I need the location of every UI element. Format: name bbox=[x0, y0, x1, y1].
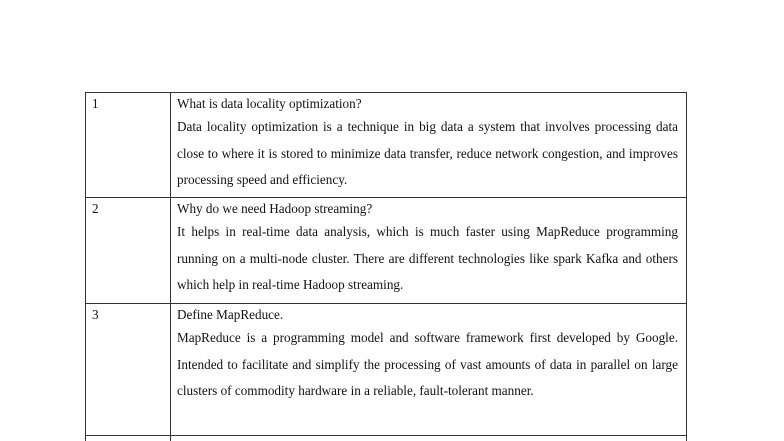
table-row bbox=[86, 304, 687, 436]
row-content-cell bbox=[171, 93, 687, 198]
qa-table bbox=[85, 92, 687, 441]
question-text: What is data locality optimization? bbox=[177, 96, 362, 111]
row-content-cell bbox=[171, 198, 687, 304]
row-number-cell bbox=[86, 304, 171, 436]
answer-text: MapReduce is a programming model and software framework first developed by Google. Intended to facilitate and simplify the processing of vast amounts of data in parallel on large clusters of commodity hardware in a reliable, fault-tolerant manner. bbox=[177, 330, 678, 398]
row-number: 2 bbox=[92, 201, 99, 216]
question-text: Define MapReduce. bbox=[177, 307, 284, 322]
question-text: Why do we need Hadoop streaming? bbox=[177, 201, 373, 216]
row-number: 1 bbox=[92, 96, 99, 111]
row-number: 3 bbox=[92, 307, 99, 322]
table-row-empty bbox=[86, 436, 687, 441]
row-number-cell bbox=[86, 436, 171, 441]
table-row bbox=[86, 93, 687, 198]
table-row bbox=[86, 198, 687, 304]
row-content-cell bbox=[171, 304, 687, 436]
answer-text: Data locality optimization is a technique in big data a system that involves processing data close to where it is stored to minimize data transfer, reduce network congestion, and improves processing speed and efficiency. bbox=[177, 119, 678, 187]
row-number-cell bbox=[86, 198, 171, 304]
row-content-cell bbox=[171, 436, 687, 441]
row-number-cell bbox=[86, 93, 171, 198]
answer-text: It helps in real-time data analysis, which is much faster using MapReduce programming running on a multi-node cluster. There are different technologies like spark Kafka and others which help in real-time Hadoop streaming. bbox=[177, 224, 678, 292]
